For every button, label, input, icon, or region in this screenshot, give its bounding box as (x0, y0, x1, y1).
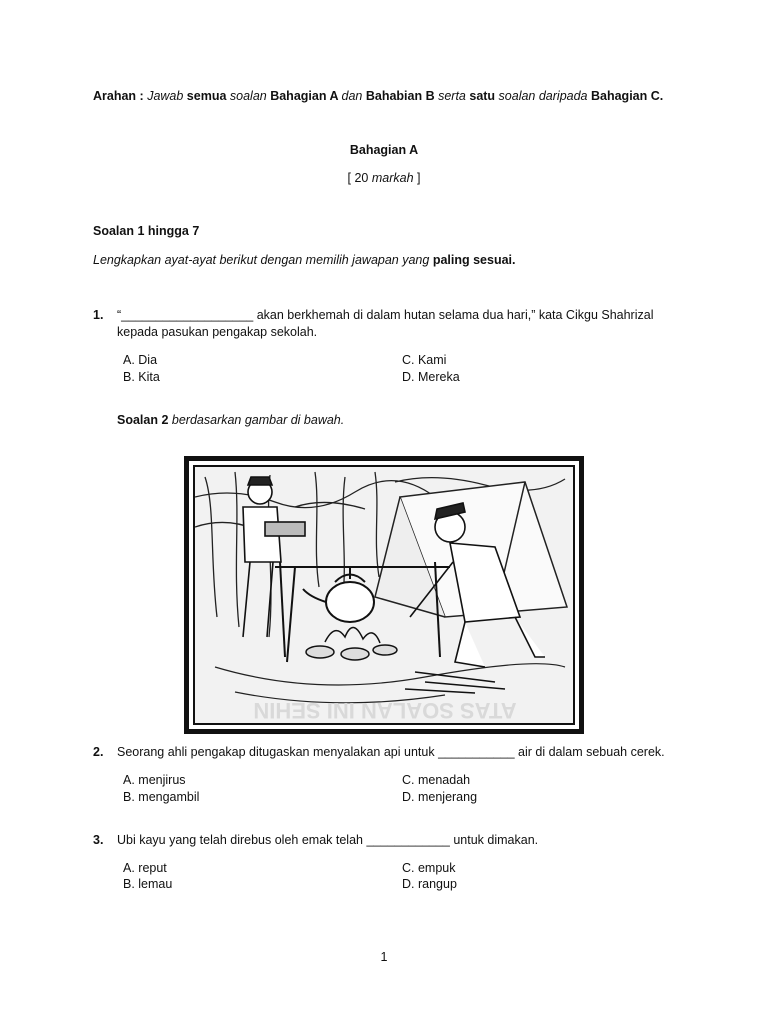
marks-close: ] (413, 171, 421, 185)
question-2-option-c[interactable]: C. menadah (402, 773, 471, 787)
question-3-option-c[interactable]: C. empuk (402, 861, 456, 875)
question-3-number: 3. (93, 833, 104, 847)
instruction-line (93, 89, 663, 103)
question-1-option-b[interactable]: B. Kita (123, 370, 160, 384)
illustration-drawing (195, 467, 575, 725)
question-1-option-c[interactable]: C. Kami (402, 353, 447, 367)
instruction-text: soalan daripada (498, 89, 588, 103)
instruction-text: Jawab (147, 89, 184, 103)
marks-open: [ 20 (347, 171, 372, 185)
question-2-option-d[interactable]: D. menjerang (402, 790, 478, 804)
group-instruction-bold: paling sesuai. (432, 253, 516, 267)
figure-intro (117, 413, 344, 427)
instruction-text: Bahabian B (362, 89, 439, 103)
group-instruction-italic: Lengkapkan ayat-ayat berikut dengan memilih jawapan yang (93, 253, 433, 267)
group-heading (93, 224, 199, 238)
question-1-number: 1. (93, 308, 104, 322)
question-3-option-d[interactable]: D. rangup (402, 877, 457, 891)
section-title (0, 143, 768, 157)
question-3-text: Ubi kayu yang telah direbus oleh emak telah ____________ untuk dimakan. (117, 833, 539, 847)
illustration-canvas (193, 465, 575, 725)
question-1-option-a[interactable]: A. Dia (123, 353, 158, 367)
question-1-text-line2: kepada pasukan pengakap sekolah. (117, 325, 318, 339)
figure-intro-bold: Soalan 2 (117, 413, 169, 427)
page-number: 1 (380, 950, 388, 964)
instruction-text: satu (465, 89, 499, 103)
question-1-text: “___________________ akan berkhemah di dalam hutan selama dua hari,” kata Cikgu Shahrizal (117, 308, 654, 322)
instruction-label: Arahan : (93, 89, 148, 103)
scout-campfire-illustration (184, 456, 584, 734)
instruction-text: soalan (229, 89, 267, 103)
instruction-text: dan (341, 89, 363, 103)
group-instruction (93, 253, 515, 267)
question-2-number: 2. (93, 745, 104, 759)
instruction-text: Bahagian A (266, 89, 342, 103)
figure-intro-italic: berdasarkan gambar di bawah. (168, 413, 345, 427)
instruction-text: Bahagian C. (587, 89, 664, 103)
instruction-text: semua (183, 89, 230, 103)
instruction-text: serta (438, 89, 466, 103)
ground (215, 664, 565, 703)
question-1-option-d[interactable]: D. Mereka (402, 370, 460, 384)
marks-word: markah (371, 171, 414, 185)
question-2-option-a[interactable]: A. menjirus (123, 773, 186, 787)
section-marks (0, 171, 768, 185)
question-2-text: Seorang ahli pengakap ditugaskan menyalakan api untuk ___________ air di dalam sebuah cerek. (117, 745, 665, 759)
watermark-text: ATAS SOALAN INI SEHIN (253, 698, 517, 723)
group-heading-text: Soalan 1 hingga 7 (93, 224, 200, 238)
question-2-option-b[interactable]: B. mengambil (123, 790, 200, 804)
question-3-option-b[interactable]: B. lemau (123, 877, 173, 891)
section-title-text: Bahagian A (349, 143, 419, 157)
question-3-option-a[interactable]: A. reput (123, 861, 167, 875)
